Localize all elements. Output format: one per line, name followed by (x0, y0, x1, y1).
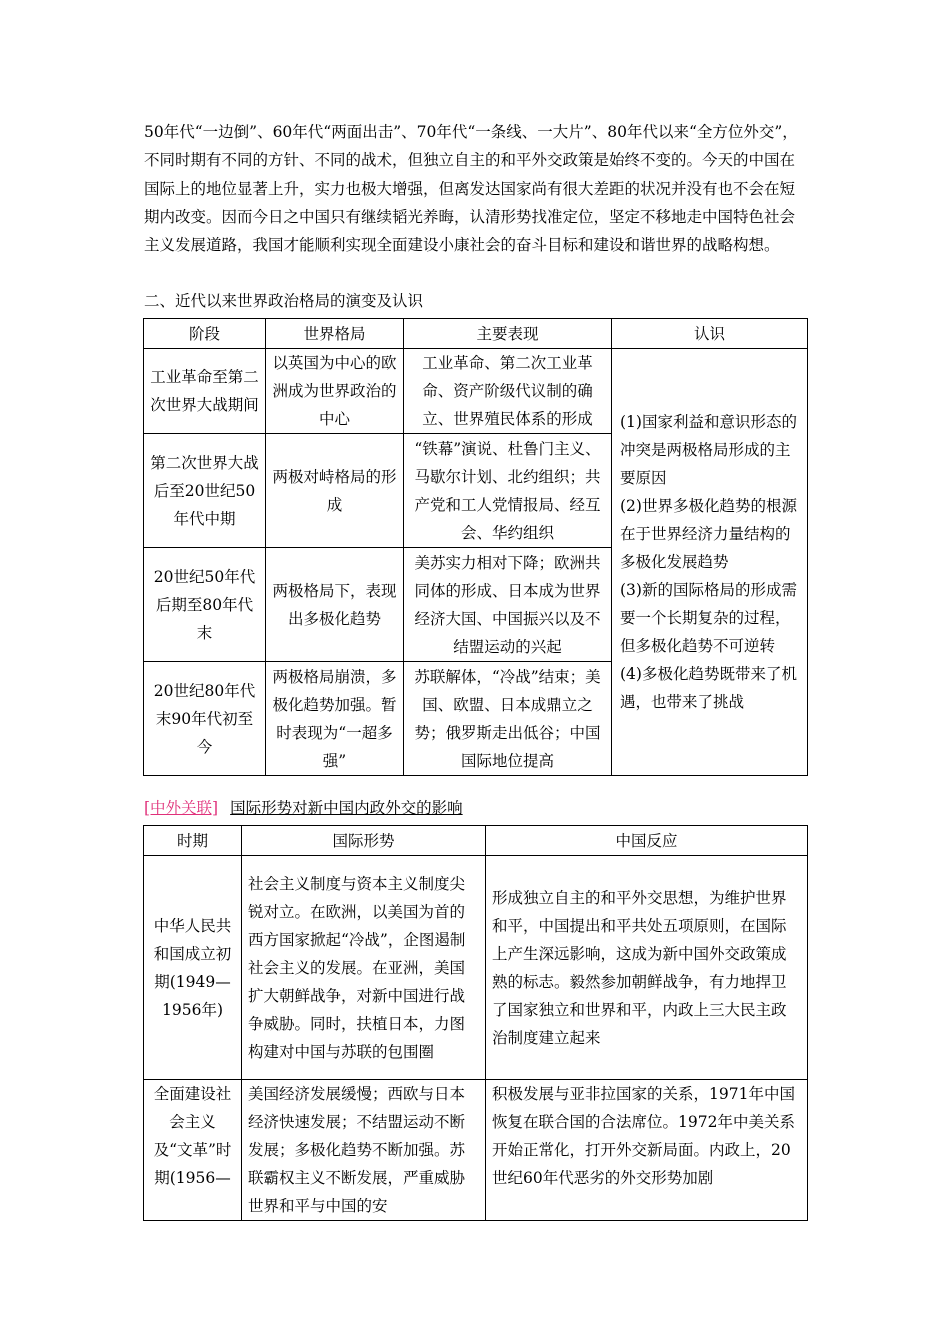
response-cell: 形成独立自主的和平外交思想，为维护世界和平，中国提出和平共处五项原则，在国际上产生深远影响，这成为新中国外交政策成熟的标志。毅然参加朝鲜战争，有力地捍卫了国家独立和世界和平，内政上三大民主政治制度建立起来 (486, 856, 808, 1080)
pattern-cell: 两极格局崩溃，多极化趋势加强。暂时表现为“一超多强” (266, 662, 404, 776)
header-situation: 国际形势 (242, 826, 486, 856)
header-response: 中国反应 (486, 826, 808, 856)
table-row (144, 1080, 808, 1221)
period-cell: 中华人民共和国成立初期(1949—1956年) (144, 856, 242, 1080)
stage-cell: 20世纪50年代后期至80年代末 (144, 548, 266, 662)
stage-cell: 20世纪80年代末90年代初至今 (144, 662, 266, 776)
table-row (144, 856, 808, 1080)
table-header-row (144, 826, 808, 856)
stage-cell: 工业革命至第二次世界大战期间 (144, 349, 266, 434)
situation-cell: 社会主义制度与资本主义制度尖锐对立。在欧洲，以美国为首的西方国家掀起“冷战”，企图遏制社会主义的发展。在亚洲，美国扩大朝鲜战争，对新中国进行战争威胁。同时，扶植日本，力图构建对中国与苏联的包围圈 (242, 856, 486, 1080)
performance-cell: 美苏实力相对下降；欧洲共同体的形成、日本成为世界经济大国、中国振兴以及不结盟运动的兴起 (404, 548, 612, 662)
subsection-title: 国际形势对新中国内政外交的影响 (230, 799, 463, 817)
stage-cell: 第二次世界大战后至20世纪50年代中期 (144, 434, 266, 548)
recognition-cell (612, 349, 808, 776)
recognition-item: (4)多极化趋势既带来了机遇，也带来了挑战 (620, 665, 797, 711)
recognition-item: (2)世界多极化趋势的根源在于世界经济力量结构的多极化发展趋势 (620, 497, 797, 571)
header-stage: 阶段 (144, 319, 266, 349)
section-tag: [中外关联] (144, 799, 219, 817)
subsection-heading (144, 797, 463, 819)
section-heading: 二、近代以来世界政治格局的演变及认识 (144, 292, 424, 310)
period-cell: 全面建设社会主义及“文革”时期(1956— (144, 1080, 242, 1221)
header-recognition: 认识 (612, 319, 808, 349)
table-header-row (144, 319, 808, 349)
recognition-item: (1)国家利益和意识形态的冲突是两极格局形成的主要原因 (620, 413, 797, 487)
pattern-cell: 两极对峙格局的形成 (266, 434, 404, 548)
performance-cell: 工业革命、第二次工业革命、资产阶级代议制的确立、世界殖民体系的形成 (404, 349, 612, 434)
header-period: 时期 (144, 826, 242, 856)
response-cell: 积极发展与亚非拉国家的关系，1971年中国恢复在联合国的合法席位。1972年中美关系开始正常化，打开外交新局面。内政上，20世纪60年代恶劣的外交形势加剧 (486, 1080, 808, 1221)
pattern-cell: 两极格局下，表现出多极化趋势 (266, 548, 404, 662)
domestic-foreign-table (143, 825, 808, 1221)
performance-cell: “铁幕”演说、杜鲁门主义、马歇尔计划、北约组织；共产党和工人党情报局、经互会、华约组织 (404, 434, 612, 548)
recognition-item: (3)新的国际格局的形成需要一个长期复杂的过程，但多极化趋势不可逆转 (620, 581, 797, 655)
situation-cell: 美国经济发展缓慢；西欧与日本经济快速发展；不结盟运动不断发展；多极化趋势不断加强。苏联霸权主义不断发展，严重威胁世界和平与中国的安 (242, 1080, 486, 1221)
performance-cell: 苏联解体，“冷战”结束；美国、欧盟、日本成鼎立之势；俄罗斯走出低谷；中国国际地位提高 (404, 662, 612, 776)
header-performance: 主要表现 (404, 319, 612, 349)
pattern-cell: 以英国为中心的欧洲成为世界政治的中心 (266, 349, 404, 434)
table-row (144, 349, 808, 434)
world-pattern-table (143, 318, 808, 776)
intro-paragraph: 50年代“一边倒”、60年代“两面出击”、70年代“一条线、一大片”、80年代以来“全方位外交”，不同时期有不同的方针、不同的战术，但独立自主的和平外交政策是始终不变的。今天的中国在国际上的地位显著上升，实力也极大增强，但离发达国家尚有很大差距的状况并没有也不会在短期内改变。因而今日之中国只有继续韬光养晦，认清形势找准定位，坚定不移地走中国特色社会主义发展道路，我国才能顺利实现全面建设小康社会的奋斗目标和建设和谐世界的战略构想。 (144, 123, 798, 255)
header-pattern: 世界格局 (266, 319, 404, 349)
